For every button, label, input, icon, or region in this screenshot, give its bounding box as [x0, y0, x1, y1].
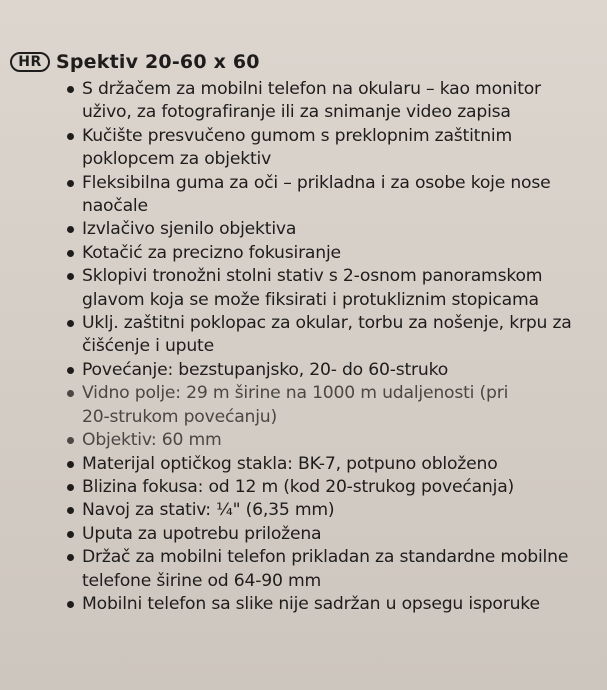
bullet-icon	[67, 461, 74, 468]
bullet-icon	[67, 554, 74, 561]
feature-line: Objektiv: 60 mm	[82, 430, 222, 451]
feature-line: Blizina fokusa: od 12 m (kod 20-strukog povećanja)	[82, 476, 515, 497]
feature-line: uživo, za fotografiranje ili za snimanje video zapisa	[82, 102, 511, 123]
feature-line: Navoj za stativ: ¼" (6,35 mm)	[82, 500, 335, 521]
feature-line: Sklopivi tronožni stolni stativ s 2-osnom panoramskom	[82, 266, 543, 287]
bullet-icon	[67, 273, 74, 280]
feature-line: Fleksibilna guma za oči – prikladna i za osobe koje nose	[82, 172, 551, 193]
feature-item	[67, 453, 595, 476]
bullet-icon	[67, 390, 74, 397]
bullet-icon	[67, 531, 74, 538]
feature-item	[67, 546, 595, 593]
feature-line: Držač za mobilni telefon prikladan za standardne mobilne	[82, 547, 569, 568]
bullet-icon	[67, 437, 74, 444]
feature-line: naočale	[82, 196, 148, 217]
bullet-icon	[67, 226, 74, 233]
feature-item	[67, 593, 595, 616]
feature-line: 20-strukom povećanju)	[82, 406, 278, 427]
bullet-icon	[67, 484, 74, 491]
feature-item	[67, 429, 595, 452]
feature-line: S držačem za mobilni telefon na okularu – kao monitor	[82, 79, 541, 99]
product-title: Spektiv 20-60 x 60	[56, 51, 260, 73]
language-badge: HR	[10, 52, 50, 72]
feature-item	[67, 499, 595, 522]
feature-item	[67, 382, 595, 429]
feature-line: Izvlačivo sjenilo objektiva	[82, 219, 297, 240]
feature-line: Kučište presvučeno gumom s preklopnim zaštitnim	[82, 125, 513, 146]
feature-line: Kotačić za precizno fokusiranje	[82, 242, 341, 263]
feature-line: Uputa za upotrebu priložena	[82, 523, 322, 544]
feature-item	[67, 476, 595, 499]
feature-item	[67, 172, 595, 219]
bullet-icon	[67, 133, 74, 140]
bullet-icon	[67, 86, 74, 93]
feature-item	[67, 265, 595, 312]
feature-list	[10, 78, 595, 616]
feature-line: glavom koja se može fiksirati i protukliznim stopicama	[82, 289, 539, 310]
bullet-icon	[67, 250, 74, 257]
bullet-icon	[67, 601, 74, 608]
feature-line: čišćenje i upute	[82, 336, 214, 357]
feature-item	[67, 312, 595, 359]
bullet-icon	[67, 367, 74, 374]
bullet-icon	[67, 507, 74, 514]
feature-item	[67, 125, 595, 172]
feature-line: Povećanje: bezstupanjsko, 20- do 60-struko	[82, 359, 449, 380]
feature-line: Uklj. zaštitni poklopac za okular, torbu za nošenje, krpu za	[82, 313, 572, 334]
bullet-icon	[67, 320, 74, 327]
feature-item	[67, 242, 595, 265]
feature-item	[67, 218, 595, 241]
feature-item	[67, 523, 595, 546]
feature-line: Materijal optičkog stakla: BK-7, potpuno obloženo	[82, 453, 498, 474]
feature-item	[67, 78, 595, 125]
feature-line: telefone širine od 64-90 mm	[82, 570, 322, 591]
feature-line: Mobilni telefon sa slike nije sadržan u opsegu isporuke	[82, 593, 540, 614]
feature-line: Vidno polje: 29 m širine na 1000 m udaljenosti (pri	[82, 383, 509, 404]
feature-item	[67, 359, 595, 382]
bullet-icon	[67, 180, 74, 187]
heading	[10, 50, 595, 74]
feature-line: poklopcem za objektiv	[82, 149, 272, 170]
